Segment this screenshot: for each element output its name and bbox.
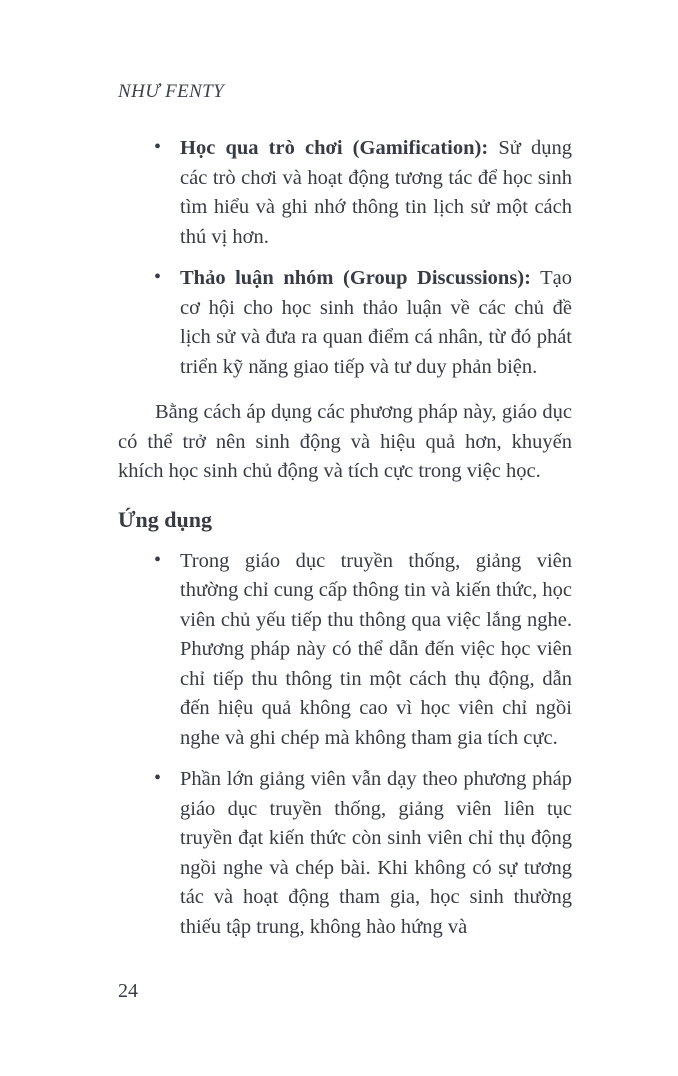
bullet-icon: •: [154, 548, 162, 571]
list-item: [152, 134, 572, 252]
bullet-icon: •: [154, 767, 162, 789]
list-item: [152, 264, 572, 382]
list-item: [152, 765, 572, 942]
bullet-text: Tạo cơ hội cho học sinh thảo luận về các chủ đề lịch sử và đưa ra quan điểm cá nhân, từ đó phát triển kỹ năng giao tiếp và tư duy phản biện.: [180, 267, 572, 378]
bullet-lead-in: Thảo luận nhóm (Group Discussions):: [180, 267, 531, 289]
section-heading: Ứng dụng: [118, 506, 212, 532]
running-header: NHƯ FENTY: [118, 81, 225, 102]
list-item: [152, 547, 572, 754]
bullet-list-bottom: [152, 547, 572, 943]
paragraph: Bằng cách áp dụng các phương pháp này, giáo dục có thể trở nên sinh động và hiệu quả hơn, khuyến khích học sinh chủ động và tích cực trong việc học.: [118, 401, 572, 482]
bullet-text: Trong giáo dục truyền thống, giảng viên thường chỉ cung cấp thông tin và kiến thức, học viên chủ yếu tiếp thu thông qua việc lắng nghe. Phương pháp này có thể dẫn đến việc học viên chỉ tiếp thu thông tin một cách thụ động, dẫn đến hiệu quả không cao vì học viên chỉ ngồi nghe và ghi chép mà không tham gia tích cực.: [180, 549, 572, 749]
bullet-lead-in: Học qua trò chơi (Gamification):: [180, 137, 489, 159]
bullet-list-top: [152, 134, 572, 382]
bullet-icon: •: [154, 266, 162, 288]
bullet-icon: •: [154, 136, 162, 158]
bullet-text: Phần lớn giảng viên vẫn dạy theo phương pháp giáo dục truyền thống, giảng viên liên tục truyền đạt kiến thức còn sinh viên chỉ thụ động ngồi nghe và chép bài. Khi không có sự tương tác và hoạt động tham gia, học sinh thường thiếu tập trung, không hào hứng và: [180, 768, 572, 938]
bullet-text: Sử dụng các trò chơi và hoạt động tương tác để học sinh tìm hiểu và ghi nhớ thông tin lịch sử một cách thú vị hơn.: [180, 137, 573, 248]
page-number: 24: [118, 980, 138, 1002]
